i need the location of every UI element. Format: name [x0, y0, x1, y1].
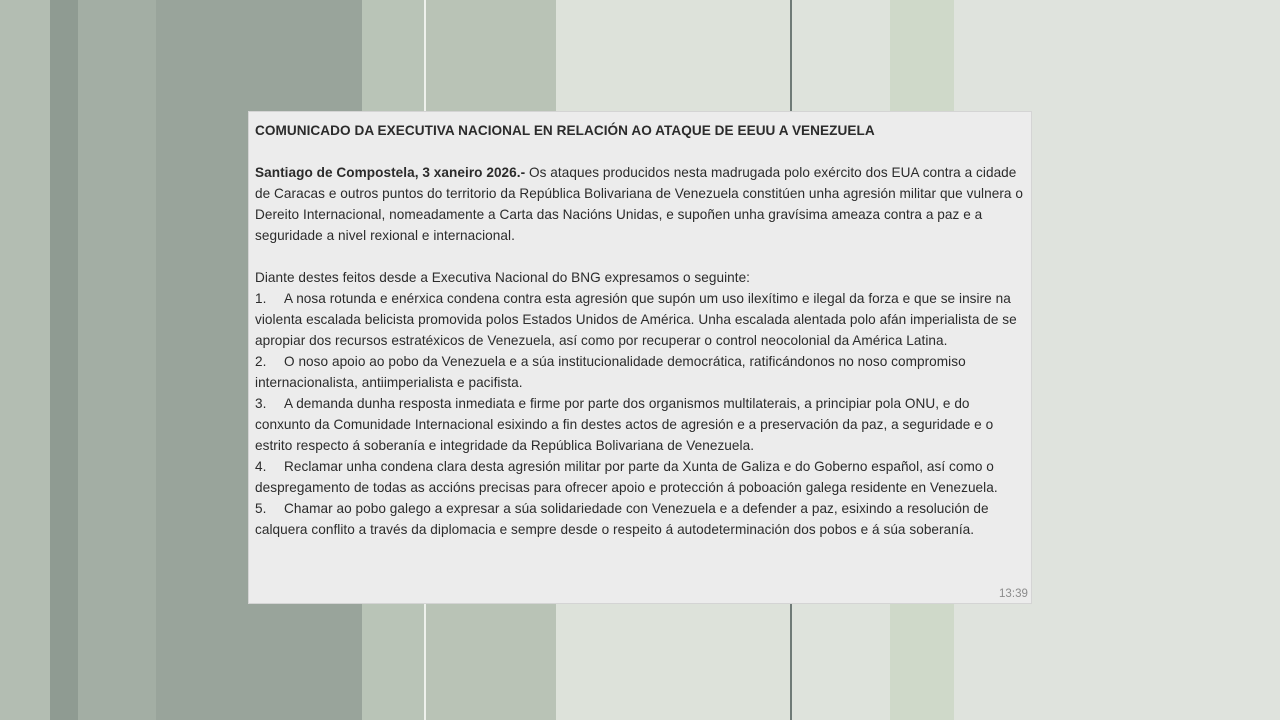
message-dateline: Santiago de Compostela, 3 xaneiro 2026.- — [255, 165, 526, 180]
background-stripe — [78, 0, 156, 720]
list-item-number: 5. — [255, 501, 267, 516]
message-timestamp: 13:39 — [998, 588, 1028, 600]
spacer — [255, 246, 1027, 267]
message-lead: Diante destes feitos desde a Executiva Nacional do BNG expresamos o seguinte: — [255, 270, 751, 285]
list-item-text: A demanda dunha resposta inmediata e firme por parte dos organismos multilaterais, a principiar pola ONU, e do conxunto da Comunidade Internacional esixindo a fin destes actos de agresión e a preservación da paz, a seguridade e o estrito respecto á soberanía e integridade da República Bolivariana de Venezuela. — [255, 396, 994, 453]
message-title: COMUNICADO DA EXECUTIVA NACIONAL EN RELACIÓN AO ATAQUE DE EEUU A VENEZUELA — [255, 123, 875, 138]
list-item-number: 4. — [255, 459, 267, 474]
message-bubble[interactable] — [248, 111, 1032, 604]
list-item — [255, 288, 1027, 351]
list-item-text: Reclamar unha condena clara desta agresión militar por parte da Xunta de Galiza e do Goberno español, así como o despregamento de todas as accións precisas para ofrecer apoio e protección á poboación galega residente en Venezuela. — [255, 459, 998, 495]
list-item-number: 1. — [255, 291, 267, 306]
list-item-text: Chamar ao pobo galego a expresar a súa solidariedade con Venezuela e a defender a paz, esixindo a resolución de calquera conflito a través da diplomacia e sempre desde o respeito á autodeterminación dos pobos e á súa soberanía. — [255, 501, 989, 537]
message-intro: Os ataques producidos nesta madrugada polo exército dos EUA contra a cidade de Caracas e outros puntos do territorio da República Bolivariana de Venezuela constitúen unha agresión militar que vulnera o Dereito Internacional, nomeadamente a Carta das Nacións Unidas, e supoñen unha gravísima ameaza contra a paz e a seguridade a nivel rexional e internacional. — [255, 165, 1023, 243]
list-item — [255, 498, 1027, 540]
list-item — [255, 456, 1027, 498]
list-item — [255, 351, 1027, 393]
list-item-number: 2. — [255, 354, 267, 369]
message-intro-paragraph — [255, 162, 1027, 246]
background-stripe — [0, 0, 50, 720]
list-item-text: O noso apoio ao pobo da Venezuela e a súa institucionalidade democrática, ratificándonos no noso compromiso internacionalista, antiimperialista e pacifista. — [255, 354, 966, 390]
background-stripe — [50, 0, 78, 720]
list-item-text: A nosa rotunda e enérxica condena contra esta agresión que supón um uso ilexítimo e ilegal da forza e que se insire na violenta escalada belicista promovida polos Estados Unidos de América. Unha escalada alentada polo afán imperialista de se apropiar dos recursos estratéxicos de Venezuela, así como por recuperar o control neocolonial da América Latina. — [255, 291, 1017, 348]
spacer — [255, 141, 1027, 162]
list-item-number: 3. — [255, 396, 267, 411]
list-item — [255, 393, 1027, 456]
